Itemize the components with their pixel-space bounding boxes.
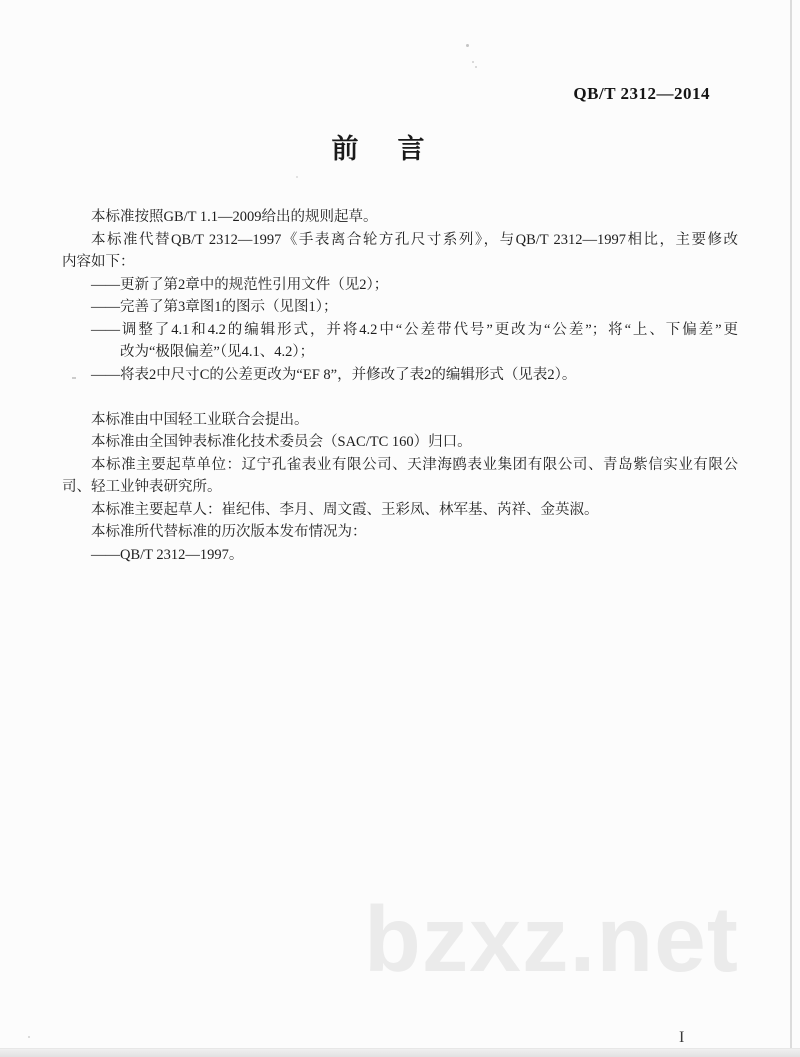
- scan-speck: [475, 66, 477, 68]
- foreword-body: [62, 206, 738, 566]
- text-line: ——将表2中尺寸C的公差更改为“EF 8”，并修改了表2的编辑形式（见表2）。: [91, 366, 577, 383]
- scan-speck: [472, 61, 474, 63]
- text-line: ——调整了4.1和4.2的编辑形式，并将4.2中“公差带代号”更改为“公差”；将“上、下偏差”更: [91, 321, 738, 338]
- paragraph: [62, 229, 738, 274]
- page-title: 前 言: [331, 134, 431, 164]
- paragraph: [62, 431, 738, 454]
- page-number: I: [679, 1029, 685, 1046]
- text-line: 本标准由全国钟表标准化技术委员会（SAC/TC 160）归口。: [91, 434, 472, 450]
- text-line: 内容如下：: [62, 254, 135, 270]
- dash-list-item: [62, 544, 738, 567]
- watermark-text: bzxz.net: [364, 887, 739, 991]
- paragraph: [62, 499, 738, 522]
- text-line: 改为“极限偏差”（见4.1、4.2）；: [120, 344, 315, 360]
- text-line: 司、轻工业钟表研究所。: [62, 479, 222, 495]
- scan-speck: [466, 44, 469, 47]
- scan-edge-right: [790, 0, 792, 1050]
- text-line: 本标准按照GB/T 1.1—2009给出的规则起草。: [91, 209, 378, 225]
- title-row: [0, 127, 762, 166]
- dash-list-item: [62, 364, 738, 387]
- paragraph-spacer: [62, 386, 738, 409]
- scan-edge-bottom: [0, 1048, 800, 1057]
- scan-speck: [72, 377, 76, 379]
- scan-speck: [28, 1036, 30, 1038]
- dash-list-item: [62, 296, 738, 319]
- paragraph: [62, 454, 738, 499]
- text-line: 本标准所代替标准的历次版本发布情况为：: [91, 524, 367, 540]
- text-line: ——更新了第2章中的规范性引用文件（见2）；: [91, 276, 389, 293]
- text-line: ——QB/T 2312—1997。: [91, 546, 244, 563]
- dash-list-item: [62, 319, 738, 364]
- text-line: 本标准由中国轻工业联合会提出。: [91, 411, 309, 428]
- paragraph: [62, 521, 738, 544]
- standard-code: QB/T 2312—2014: [573, 84, 710, 103]
- text-line: ——完善了第3章图1的图示（见图1）；: [91, 299, 338, 315]
- scan-speck: [296, 176, 298, 178]
- text-line: 本标准主要起草人：崔纪伟、李月、周文霞、王彩凤、林军基、芮祥、金英淑。: [91, 501, 599, 518]
- text-line: 本标准主要起草单位：辽宁孔雀表业有限公司、天津海鸥表业集团有限公司、青岛紫信实业有限公: [91, 456, 738, 473]
- paragraph: [62, 206, 738, 229]
- paragraph: [62, 409, 738, 432]
- dash-list-item: [62, 274, 738, 297]
- text-line: 本标准代替QB/T 2312—1997《手表离合轮方孔尺寸系列》，与QB/T 2312—1997相比，主要修改: [91, 231, 738, 248]
